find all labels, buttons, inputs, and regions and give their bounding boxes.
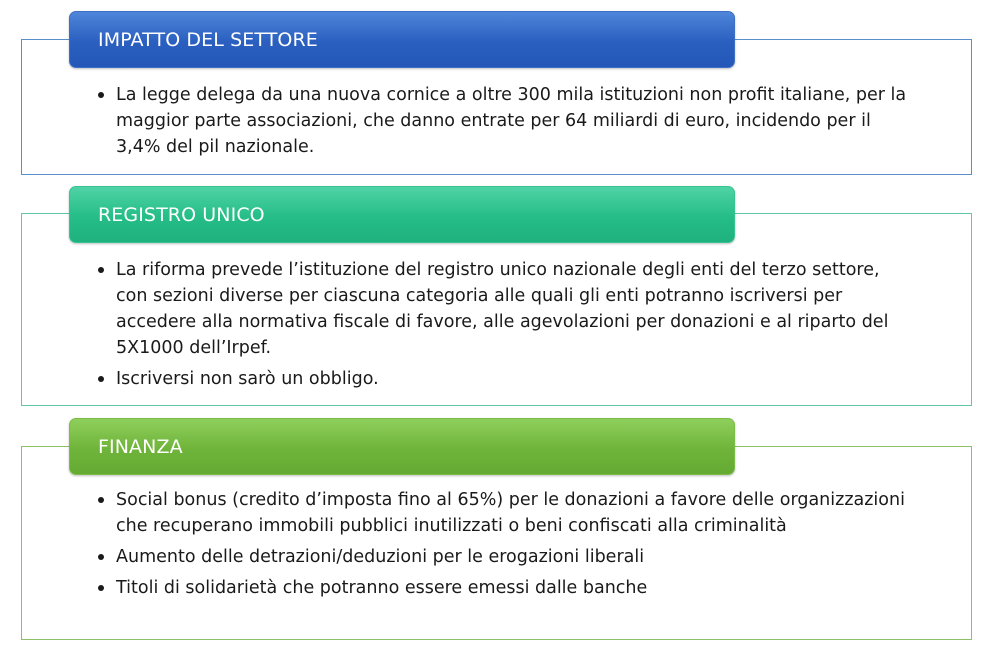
bullet-item: Titoli di solidarietà che potranno essere emessi dalle banche xyxy=(96,575,916,601)
section-registro-bullets xyxy=(96,257,916,397)
section-finanza-bullets xyxy=(96,487,916,606)
section-finanza-header: FINANZA xyxy=(69,418,735,475)
section-registro-header: REGISTRO UNICO xyxy=(69,186,735,243)
section-impatto-bullets xyxy=(96,82,916,165)
bullet-item: La riforma prevede l’istituzione del registro unico nazionale degli enti del terzo settore, con sezioni diverse per ciascuna categoria alle quali gli enti potranno iscriversi per accedere alla normativa fiscale di favore, alle agevolazioni per donazioni e al riparto del 5X1000 dell’Irpef. xyxy=(96,257,916,361)
bullet-item: Iscriversi non sarò un obbligo. xyxy=(96,366,916,392)
bullet-item: La legge delega da una nuova cornice a oltre 300 mila istituzioni non profit italiane, per la maggior parte associazioni, che danno entrate per 64 miliardi di euro, incidendo per il 3,4% del pil nazionale. xyxy=(96,82,916,160)
bullet-item: Social bonus (credito d’imposta fino al 65%) per le donazioni a favore delle organizzazioni che recuperano immobili pubblici inutilizzati o beni confiscati alla criminalità xyxy=(96,487,916,539)
bullet-item: Aumento delle detrazioni/deduzioni per le erogazioni liberali xyxy=(96,544,916,570)
section-impatto-header: IMPATTO DEL SETTORE xyxy=(69,11,735,68)
